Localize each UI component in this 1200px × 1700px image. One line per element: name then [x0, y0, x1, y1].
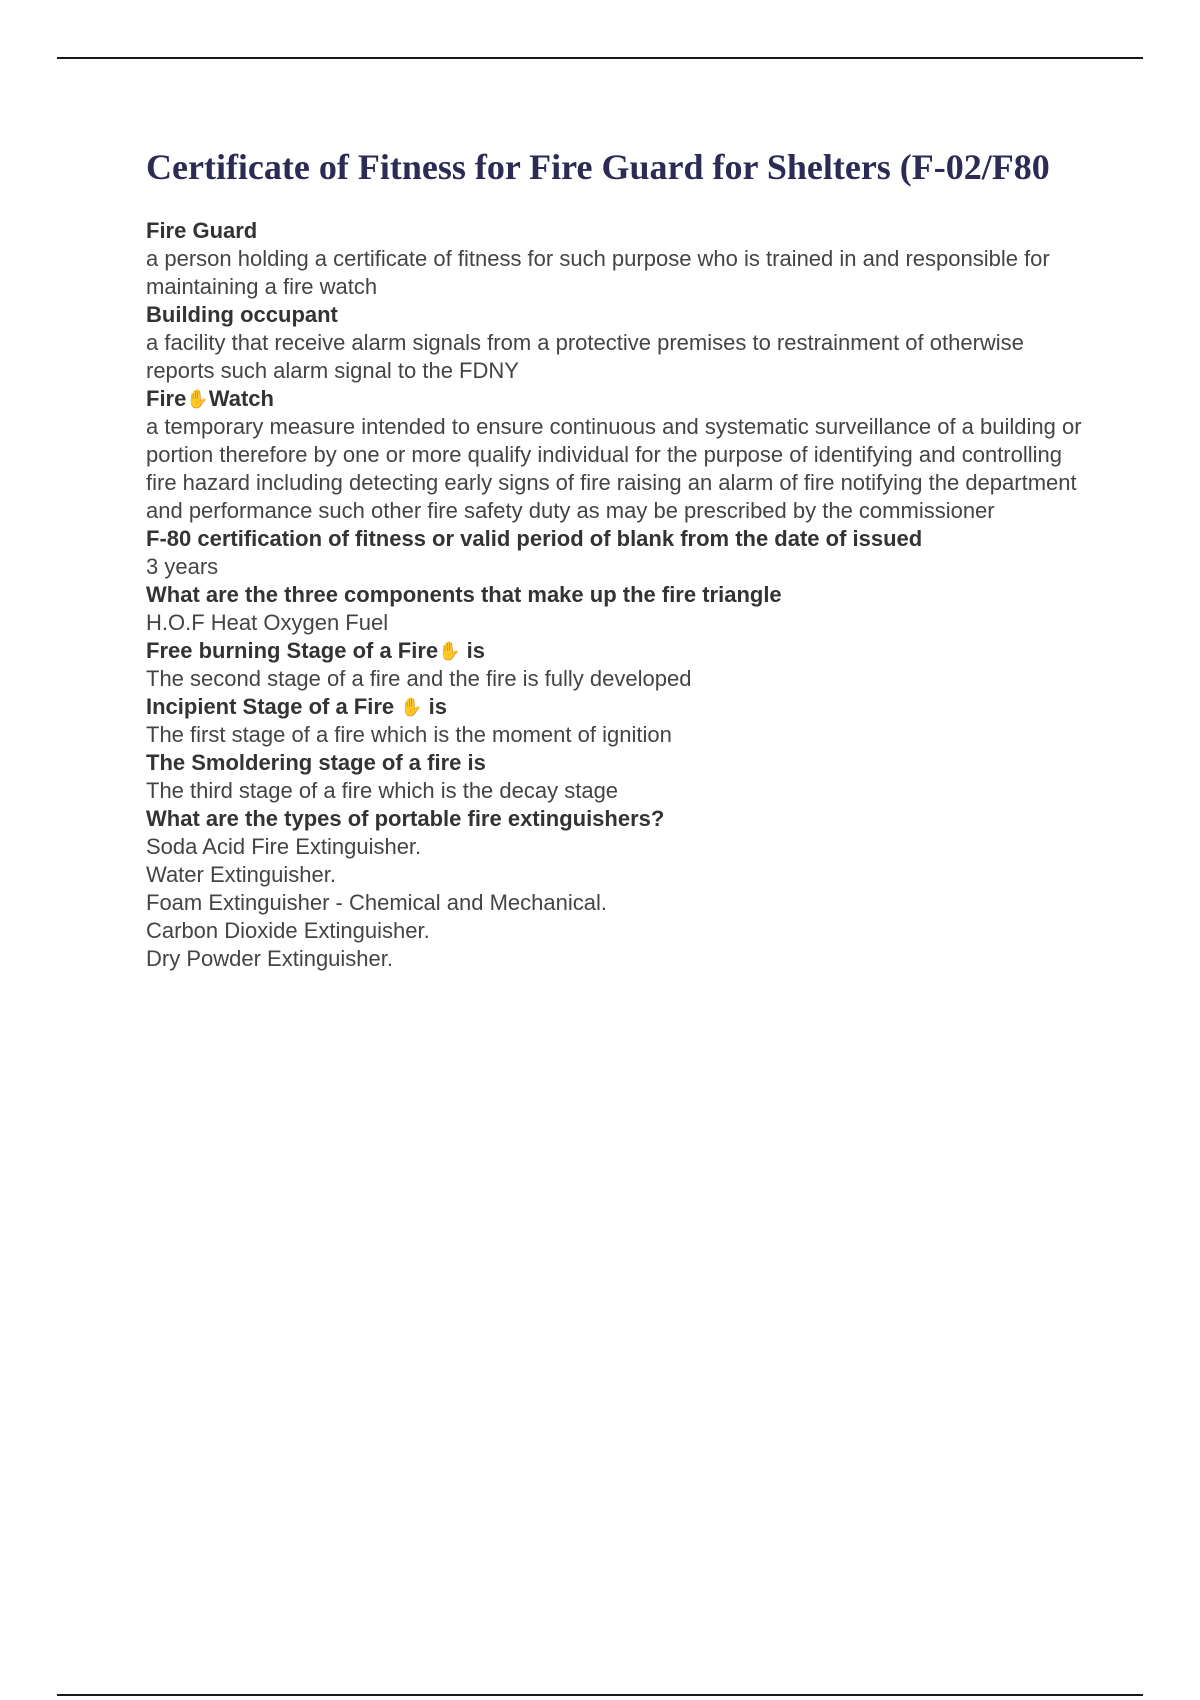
entry-term: The Smoldering stage of a fire is: [146, 750, 486, 775]
entry-definition: a temporary measure intended to ensure continuous and systematic surveillance of a building or portion therefore by one or more qualify individual for the purpose of identifying and controlling fire hazard including detecting early signs of fire raising an alarm of fire notifying the department and performance such other fire safety duty as may be prescribed by the commissioner: [146, 414, 1082, 523]
hand-wave-icon: ✋: [186, 389, 209, 409]
entry-definition: a person holding a certificate of fitness for such purpose who is trained in and responsible for maintaining a fire watch: [146, 246, 1050, 299]
entry-free-burning-stage: [146, 637, 1086, 693]
hand-wave-icon: ✋: [400, 697, 423, 717]
entry-definition: 3 years: [146, 554, 219, 579]
entry-definition: The first stage of a fire which is the moment of ignition: [146, 722, 672, 747]
extinguisher-type: Water Extinguisher.: [146, 862, 336, 887]
entry-term: [146, 638, 485, 663]
entry-term: What are the types of portable fire extinguishers?: [146, 806, 665, 831]
entry-term-part: Incipient Stage of a Fire: [146, 694, 395, 719]
top-rule: [57, 57, 1143, 59]
page-title: Certificate of Fitness for Fire Guard for Shelters (F-02/F80: [146, 147, 1050, 187]
entry-fire-guard: [146, 217, 1086, 301]
entry-definition: The third stage of a fire which is the decay stage: [146, 778, 619, 803]
entry-fire-watch: [146, 385, 1086, 525]
entry-term: [146, 386, 274, 411]
entry-term: Fire Guard: [146, 218, 258, 243]
entry-term: [146, 694, 447, 719]
entry-term-part: Watch: [208, 386, 274, 411]
entry-term: F-80 certification of fitness or valid period of blank from the date of issued: [146, 526, 923, 551]
extinguisher-type: Soda Acid Fire Extinguisher.: [146, 834, 422, 859]
entry-term: Building occupant: [146, 302, 338, 327]
entry-term-part: Free burning Stage of a Fire: [146, 638, 439, 663]
flashcard-list: [146, 217, 1086, 973]
entry-term-part: is: [466, 638, 485, 663]
entry-term-part: Fire: [146, 386, 187, 411]
entry-definition: H.O.F Heat Oxygen Fuel: [146, 610, 389, 635]
entry-incipient-stage: [146, 693, 1086, 749]
entry-extinguisher-types: [146, 805, 1086, 973]
entry-definition: a facility that receive alarm signals from a protective premises to restrainment of otherwise reports such alarm signal to the FDNY: [146, 330, 1024, 383]
entry-fire-triangle: [146, 581, 1086, 637]
entry-term-part: is: [428, 694, 447, 719]
hand-wave-icon: ✋: [438, 641, 461, 661]
entry-definition: The second stage of a fire and the fire is fully developed: [146, 666, 692, 691]
extinguisher-type: Carbon Dioxide Extinguisher.: [146, 918, 430, 943]
extinguisher-type: Dry Powder Extinguisher.: [146, 946, 393, 971]
bottom-rule: [57, 1694, 1143, 1696]
entry-building-occupant: [146, 301, 1086, 385]
entry-term: What are the three components that make up the fire triangle: [146, 582, 782, 607]
entry-smoldering-stage: [146, 749, 1086, 805]
extinguisher-type: Foam Extinguisher - Chemical and Mechanical.: [146, 890, 607, 915]
entry-f80-validity: [146, 525, 1086, 581]
